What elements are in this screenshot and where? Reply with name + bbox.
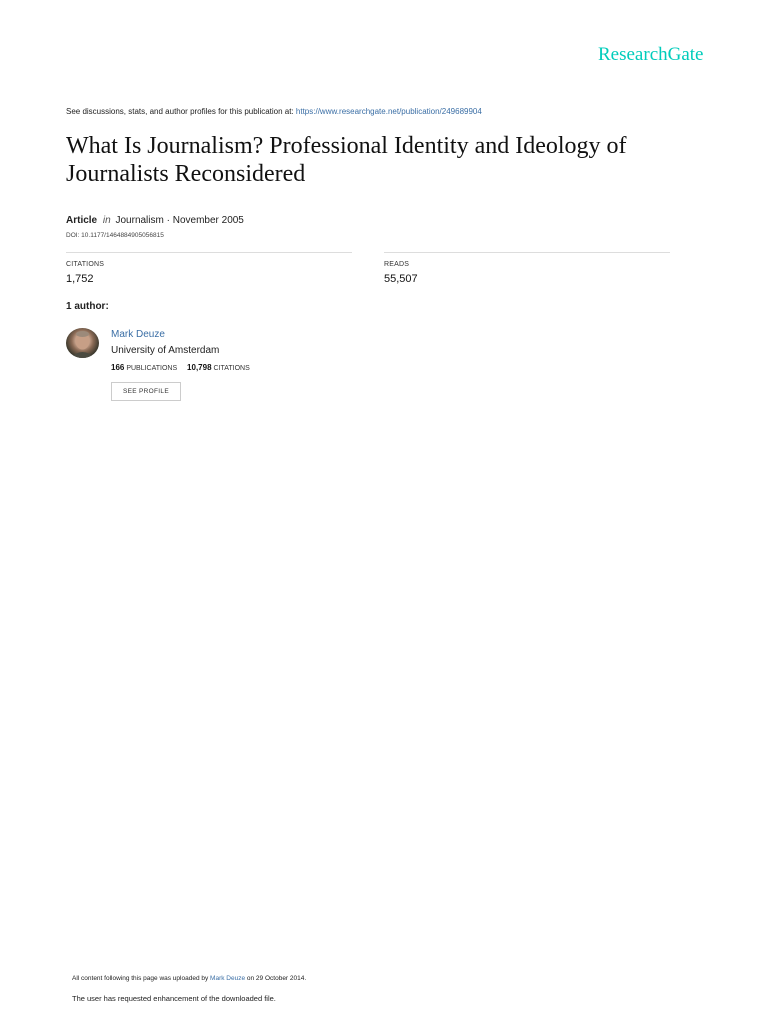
publications-label: PUBLICATIONS: [126, 365, 178, 372]
article-type: Article: [66, 215, 98, 226]
publications-count: 166: [111, 363, 125, 372]
upload-suffix: on 29 October 2014.: [245, 975, 307, 982]
upload-note: [72, 975, 572, 982]
reads-value: 55,507: [384, 273, 418, 285]
citations-value: 1,752: [66, 273, 94, 285]
author-stats: [111, 363, 411, 372]
author-citations-count: 10,798: [187, 363, 212, 372]
author-avatar[interactable]: [66, 328, 99, 358]
uploader-link[interactable]: Mark Deuze: [210, 975, 246, 982]
upload-prefix: All content following this page was uploaded by: [72, 975, 211, 982]
doi: DOI: 10.1177/1464884905056815: [66, 232, 164, 239]
in-label: in: [102, 215, 111, 226]
publication-link[interactable]: https://www.researchgate.net/publication/249689904: [295, 107, 482, 116]
reads-label: READS: [384, 261, 410, 268]
avatar-photo: [66, 328, 99, 358]
discussion-notice: [66, 107, 706, 116]
researchgate-logo[interactable]: ResearchGate: [598, 44, 704, 65]
divider-right: [384, 252, 670, 253]
enhancement-note: The user has requested enhancement of the downloaded file.: [72, 994, 276, 1003]
see-profile-button[interactable]: SEE PROFILE: [111, 382, 181, 401]
article-meta: [66, 215, 466, 226]
author-name[interactable]: Mark Deuze: [111, 329, 165, 340]
article-title: What Is Journalism? Professional Identity and Ideology of Journalists Reconsidered: [66, 133, 627, 187]
divider-left: [66, 252, 352, 253]
discussion-text: See discussions, stats, and author profiles for this publication at:: [66, 107, 296, 116]
citations-label: CITATIONS: [66, 261, 105, 268]
author-citations-label: CITATIONS: [213, 365, 250, 372]
author-institution: University of Amsterdam: [111, 345, 220, 356]
authors-heading: 1 author:: [66, 301, 109, 312]
journal-date: Journalism · November 2005: [115, 215, 244, 226]
